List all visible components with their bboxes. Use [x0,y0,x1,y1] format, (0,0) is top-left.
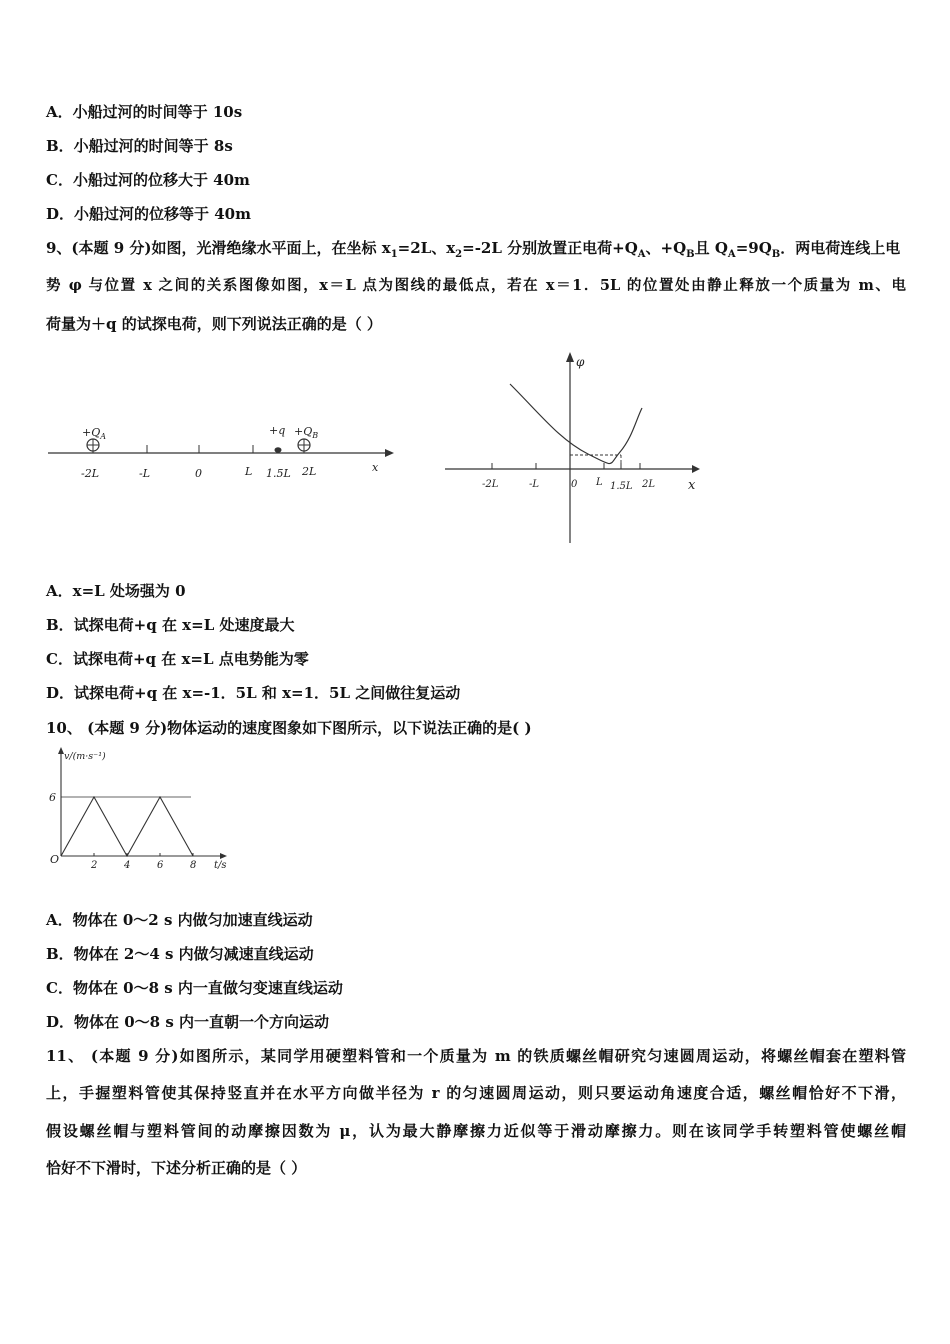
q9-potential-graph [440,348,710,548]
tick-label: L [245,465,253,478]
tick-label: L [596,477,603,488]
q9-stem-line1: 9、(本题 9 分)如图，光滑绝缘水平面上，在坐标 $x_1=2L$、$x_2=-2L$ 分别放置正电荷$+Q_A$、$+Q_B$且 $Q_A=9Q_B$．两电荷连线上电 [46,239,901,260]
q8-option-a: A．小船过河的时间等于 10s [46,103,243,121]
q8-option-b: B．小船过河的时间等于 8s [46,137,233,155]
x-axis-label: t/s [214,860,227,871]
q9-charge-diagram [40,415,400,490]
q10-option-d: D．物体在 0～8 s 内一直朝一个方向运动 [46,1013,329,1031]
tick-label: 0 [195,467,202,480]
y-tick-label: 6 [49,791,56,804]
test-charge-dot [275,447,282,453]
axis-label-x: x [688,478,696,493]
q11-stem-line3: 假设螺丝帽与塑料管间的动摩擦因数为 μ，认为最大静摩擦力近似等于滑动摩擦力。则在该同学手转塑料管使螺丝帽 [46,1122,906,1140]
tick-label: 1.5L [610,481,633,492]
q9-option-c: C．试探电荷+q 在 x=L 点电势能为零 [46,650,309,668]
x-tick-label: 6 [157,860,164,871]
q10-stem: 10、 (本题 9 分)物体运动的速度图象如下图所示，以下说法正确的是( ) [46,719,532,737]
q8-option-c: C．小船过河的位移大于 40m [46,171,250,189]
velocity-line [61,797,193,856]
q10-option-b: B．物体在 2～4 s 内做匀减速直线运动 [46,945,314,963]
charge-a-symbol [87,439,99,451]
q11-stem-line1: 11、 (本题 9 分)如图所示，某同学用硬塑料管和一个质量为 m 的铁质螺丝帽研究匀速圆周运动，将螺丝帽套在塑料管 [46,1047,906,1065]
tick-label: -L [529,479,540,490]
q11-stem-line4: 恰好不下滑时，下述分析正确的是（ ） [46,1159,307,1177]
q10-velocity-chart [44,744,240,872]
tick-label: -L [139,467,151,480]
tick-label: -2L [482,479,499,490]
q10-option-a: A．物体在 0～2 s 内做匀加速直线运动 [46,911,313,929]
axis-label-x: x [372,461,379,474]
origin-label: O [50,853,60,866]
potential-curve [510,384,642,464]
x-tick-label: 8 [190,860,197,871]
q9-option-b: B．试探电荷+q 在 x=L 处速度最大 [46,616,295,634]
x-tick-label: 2 [91,860,98,871]
q10-option-c: C．物体在 0～8 s 内一直做匀变速直线运动 [46,979,343,997]
tick-label: 1.5L [266,467,291,480]
charge-a-label: $+Q_A$ [82,426,107,441]
q9-stem-line3: 荷量为＋q 的试探电荷，则下列说法正确的是（ ） [46,315,382,333]
x-tick-label: 4 [124,860,131,871]
charge-b-label: $+Q_B$ [294,425,319,440]
q11-stem-line2: 上，手握塑料管使其保持竖直并在水平方向做半径为 r 的匀速圆周运动，则只要运动角速度合适，螺丝帽恰好不下滑， [46,1084,906,1102]
q9-option-d: D．试探电荷+q 在 x=-1．5L 和 x=1．5L 之间做往复运动 [46,684,461,702]
y-axis-label: v/(m·s⁻¹) [64,751,106,762]
q9-stem-line2: 势 φ 与位置 x 之间的关系图像如图，x＝L 点为图线的最低点，若在 x＝1．5L 的位置处由静止释放一个质量为 m、电 [46,277,906,294]
axis-label-phi: φ [576,355,585,369]
q8-option-d: D．小船过河的位移等于 40m [46,205,251,223]
charge-b-symbol [298,439,310,451]
tick-label: 0 [571,479,578,490]
q9-option-a: A．x=L 处场强为 0 [46,582,186,600]
tick-label: 2L [302,465,317,478]
tick-label: -2L [81,467,100,480]
test-charge-label: +q [269,424,286,437]
tick-label: 2L [642,479,656,490]
